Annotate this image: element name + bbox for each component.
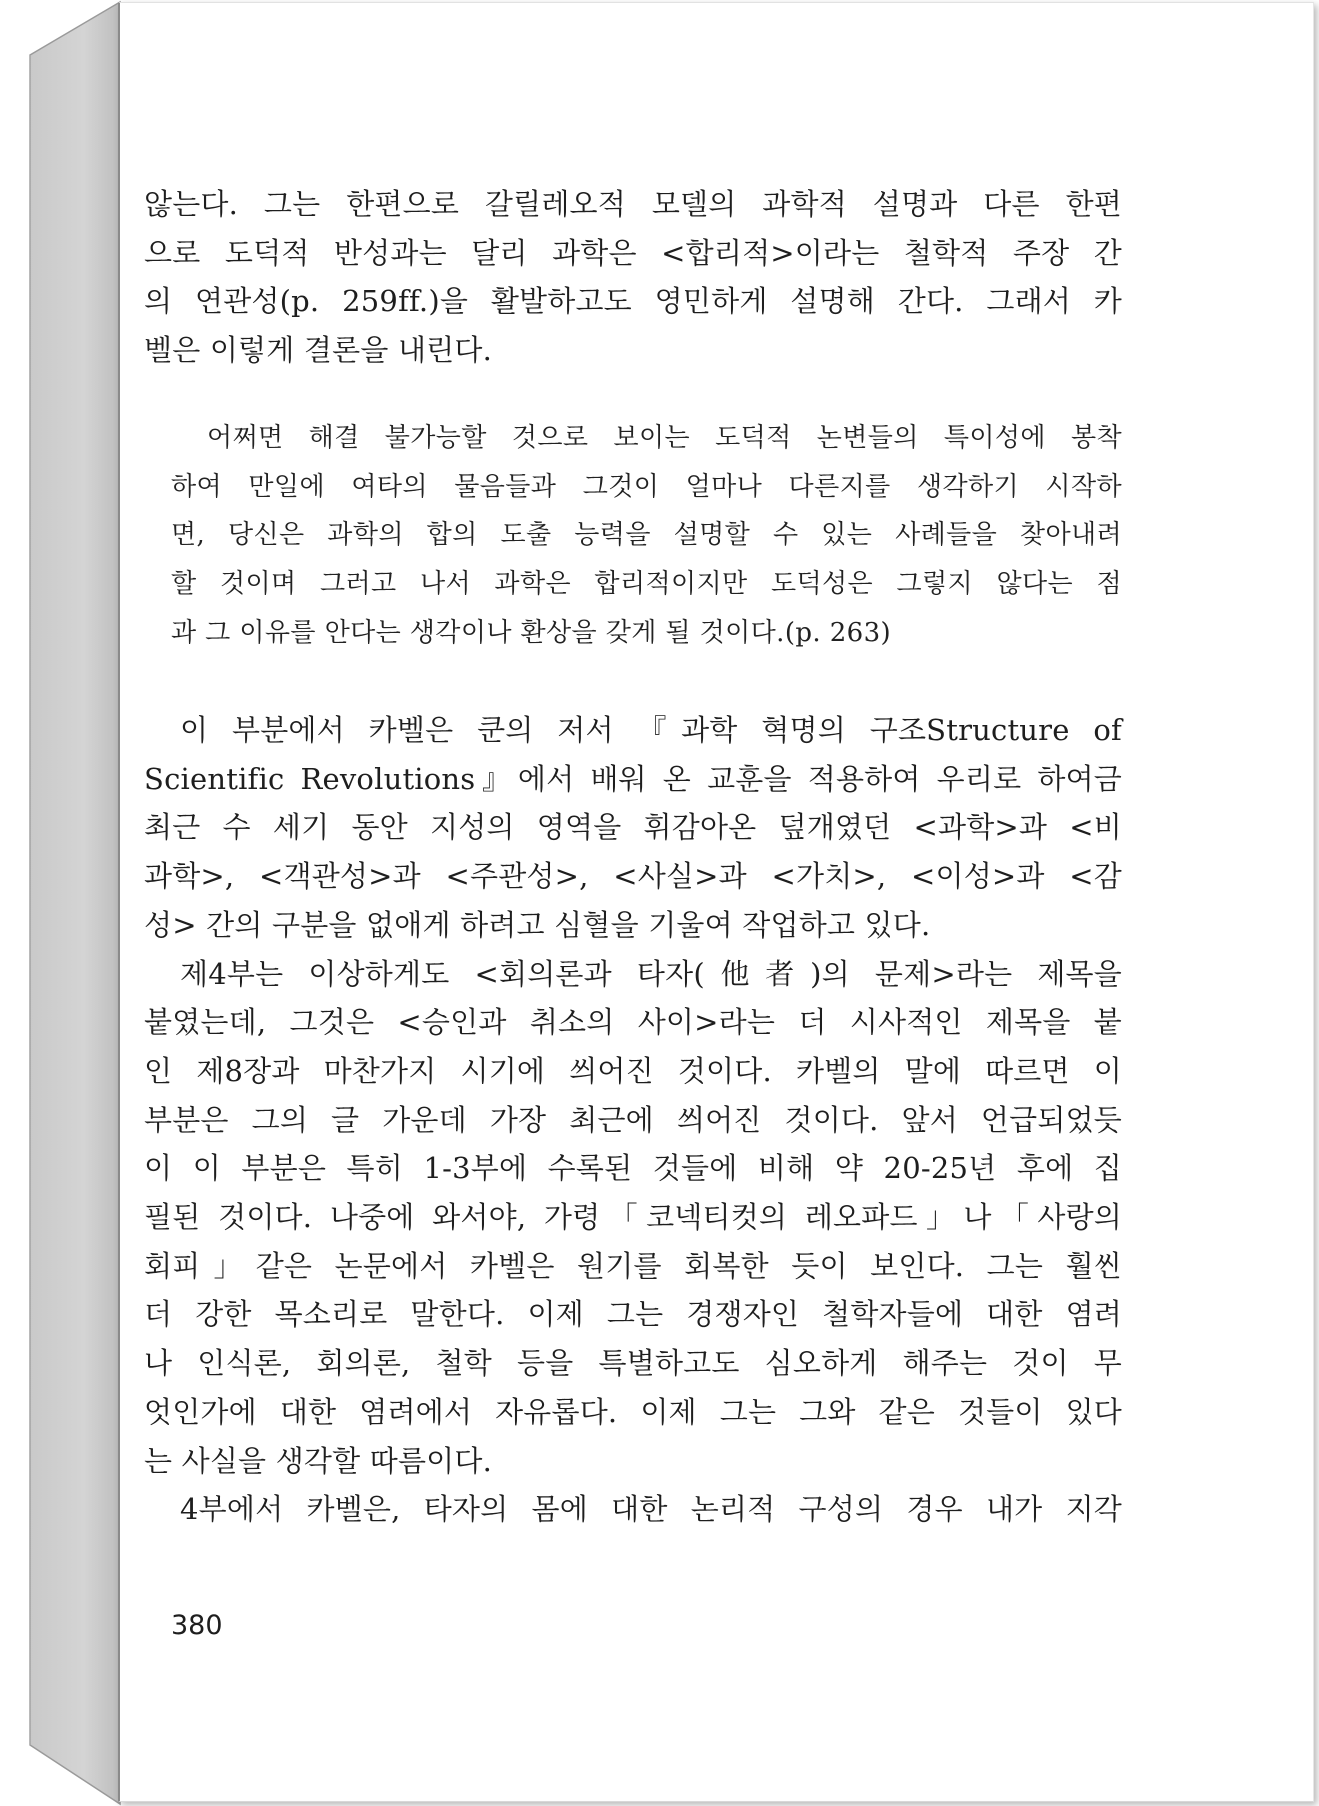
text-line: 나 인식론, 회의론, 철학 등을 특별하고도 심오하게 해주는 것이 무 bbox=[144, 1346, 1122, 1381]
body-text bbox=[144, 706, 1122, 1534]
text-line: 는 사실을 생각할 따름이다. bbox=[144, 1443, 493, 1478]
quote-line: 과 그 이유를 안다는 생각이나 환상을 갖게 될 것이다.(p. 263) bbox=[171, 617, 892, 648]
text-line: 과학>, <객관성>과 <주관성>, <사실>과 <가치>, <이성>과 <감 bbox=[144, 859, 1122, 894]
text-line: 4부에서 카벨은, 타자의 몸에 대한 논리적 구성의 경우 내가 지각 bbox=[180, 1492, 1122, 1527]
text-line: 인 제8장과 마찬가지 시기에 씌어진 것이다. 카벨의 말에 따르면 이 bbox=[144, 1053, 1122, 1088]
text-line: 의 연관성(p. 259ff.)을 활발하고도 영민하게 설명해 간다. 그래서 카 bbox=[144, 284, 1122, 319]
text-line: 엇인가에 대한 염려에서 자유롭다. 이제 그는 그와 같은 것들이 있다 bbox=[144, 1394, 1122, 1429]
quote-line: 어쩌면 해결 불가능할 것으로 보이는 도덕적 논변들의 특이성에 봉착 bbox=[207, 423, 1122, 453]
book-spine bbox=[0, 0, 130, 1806]
text-line: 벨은 이렇게 결론을 내린다. bbox=[144, 333, 493, 368]
text-line: 회피」같은 논문에서 카벨은 원기를 회복한 듯이 보인다. 그는 훨씬 bbox=[144, 1248, 1122, 1283]
block-quote bbox=[171, 414, 1122, 658]
quote-line: 할 것이며 그러고 나서 과학은 합리적이지만 도덕성은 그렇지 않다는 점 bbox=[171, 569, 1122, 600]
text-line: 이 부분에서 카벨은 쿤의 저서 『과학 혁명의 구조Structure of bbox=[180, 713, 1122, 747]
text-line: 이 이 부분은 특히 1-3부에 수록된 것들에 비해 약 20-25년 후에 집 bbox=[144, 1151, 1122, 1186]
text-line: 더 강한 목소리로 말한다. 이제 그는 경쟁자인 철학자들에 대한 염려 bbox=[144, 1297, 1122, 1332]
intro-paragraph bbox=[144, 180, 1122, 375]
text-line: 제4부는 이상하게도 <회의론과 타자(他者)의 문제>라는 제목을 bbox=[180, 956, 1122, 991]
text-line: 성> 간의 구분을 없애게 하려고 심혈을 기울여 작업하고 있다. bbox=[144, 907, 931, 942]
text-line: 최근 수 세기 동안 지성의 영역을 휘감아온 덮개였던 <과학>과 <비 bbox=[144, 810, 1122, 845]
text-line: 부분은 그의 글 가운데 가장 최근에 씌어진 것이다. 앞서 언급되었듯 bbox=[144, 1102, 1122, 1137]
text-line: 으로 도덕적 반성과는 달리 과학은 <합리적>이라는 철학적 주장 간 bbox=[144, 235, 1122, 270]
text-line: 않는다. 그는 한편으로 갈릴레오적 모델의 과학적 설명과 다른 한편 bbox=[144, 187, 1122, 221]
text-line: Scientific Revolutions』에서 배워 온 교훈을 적용하여 우리로 하여금 bbox=[144, 761, 1122, 796]
text-line: 필된 것이다. 나중에 와서야, 가령「코넥티컷의 레오파드」나「사랑의 bbox=[144, 1200, 1122, 1235]
page-number: 380 bbox=[171, 1610, 223, 1641]
quote-line: 하여 만일에 여타의 물음들과 그것이 얼마나 다른지를 생각하기 시작하 bbox=[171, 471, 1122, 502]
text-line: 붙였는데, 그것은 <승인과 취소의 사이>라는 더 시사적인 제목을 붙 bbox=[144, 1005, 1122, 1040]
quote-line: 면, 당신은 과학의 합의 도출 능력을 설명할 수 있는 사례들을 찾아내려 bbox=[171, 520, 1122, 551]
